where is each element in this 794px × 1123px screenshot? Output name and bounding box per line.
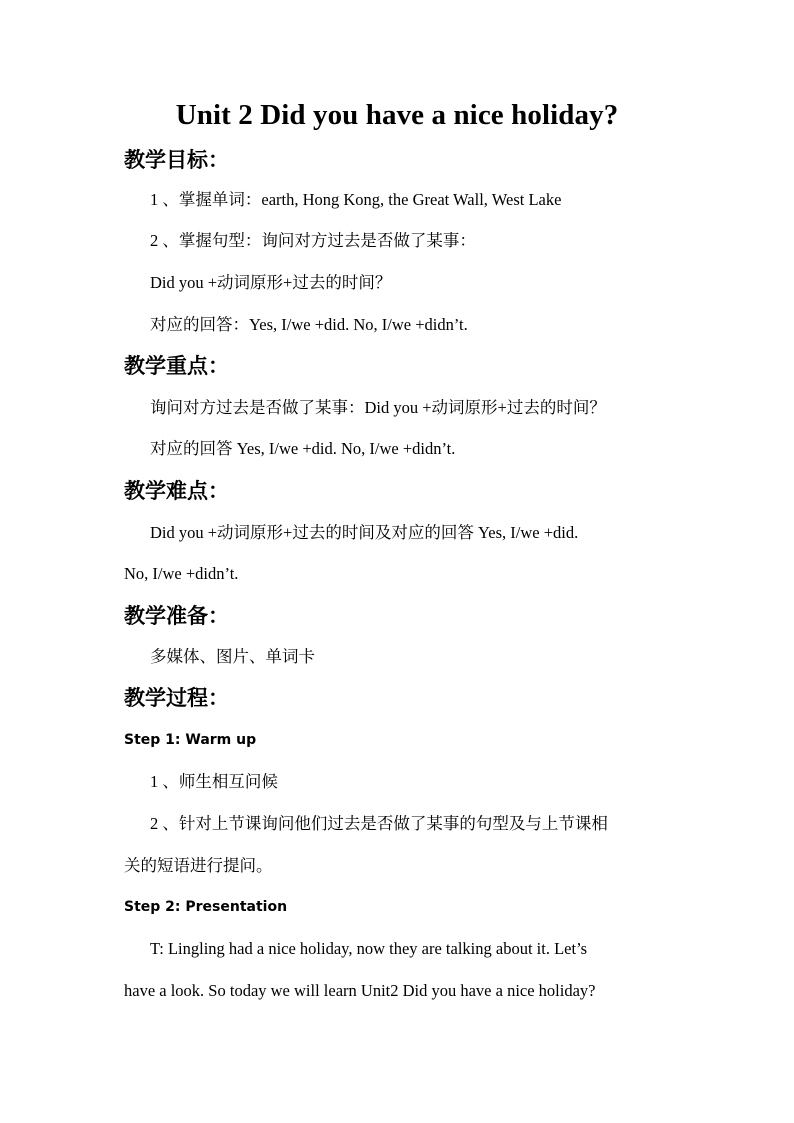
step-2-line-1: T: Lingling had a nice holiday, now they are talking about it. Let’s xyxy=(150,939,588,958)
document-title: Unit 2 Did you have a nice holiday? xyxy=(175,99,619,131)
key-points-line-2: 对应的回答 Yes, I/we +did. No, I/we +didn’t. xyxy=(150,439,456,458)
objectives-heading: 教学目标： xyxy=(124,148,229,172)
step-1-line-3: 关的短语进行提问。 xyxy=(124,856,273,875)
objectives-line-1: 1 、掌握单词：earth, Hong Kong, the Great Wall, West Lake xyxy=(150,190,562,209)
objectives-line-2: 2 、掌握句型：询问对方过去是否做了某事： xyxy=(150,231,476,250)
preparation-line-1: 多媒体、图片、单词卡 xyxy=(150,647,315,666)
step-1-title: Step 1: Warm up xyxy=(124,732,257,748)
difficulties-heading: 教学难点： xyxy=(124,479,229,503)
key-points-line-1: 询问对方过去是否做了某事：Did you +动词原形+过去的时间？ xyxy=(150,398,606,417)
difficulties-line-2: No, I/we +didn’t. xyxy=(124,564,239,583)
key-points-heading: 教学重点： xyxy=(124,354,229,378)
step-2-title: Step 2: Presentation xyxy=(124,899,288,915)
preparation-heading: 教学准备： xyxy=(124,604,229,628)
step-1-line-1: 1 、师生相互问候 xyxy=(150,772,278,791)
objectives-line-4: 对应的回答：Yes, I/we +did. No, I/we +didn’t. xyxy=(150,315,468,334)
process-heading: 教学过程： xyxy=(124,686,229,710)
step-2-line-2: have a look. So today we will learn Unit2 Did you have a nice holiday? xyxy=(124,981,596,1000)
difficulties-line-1: Did you +动词原形+过去的时间及对应的回答 Yes, I/we +did. xyxy=(150,523,579,542)
objectives-line-3: Did you +动词原形+过去的时间？ xyxy=(150,273,392,292)
step-1-line-2: 2 、针对上节课询问他们过去是否做了某事的句型及与上节课相 xyxy=(150,814,608,833)
